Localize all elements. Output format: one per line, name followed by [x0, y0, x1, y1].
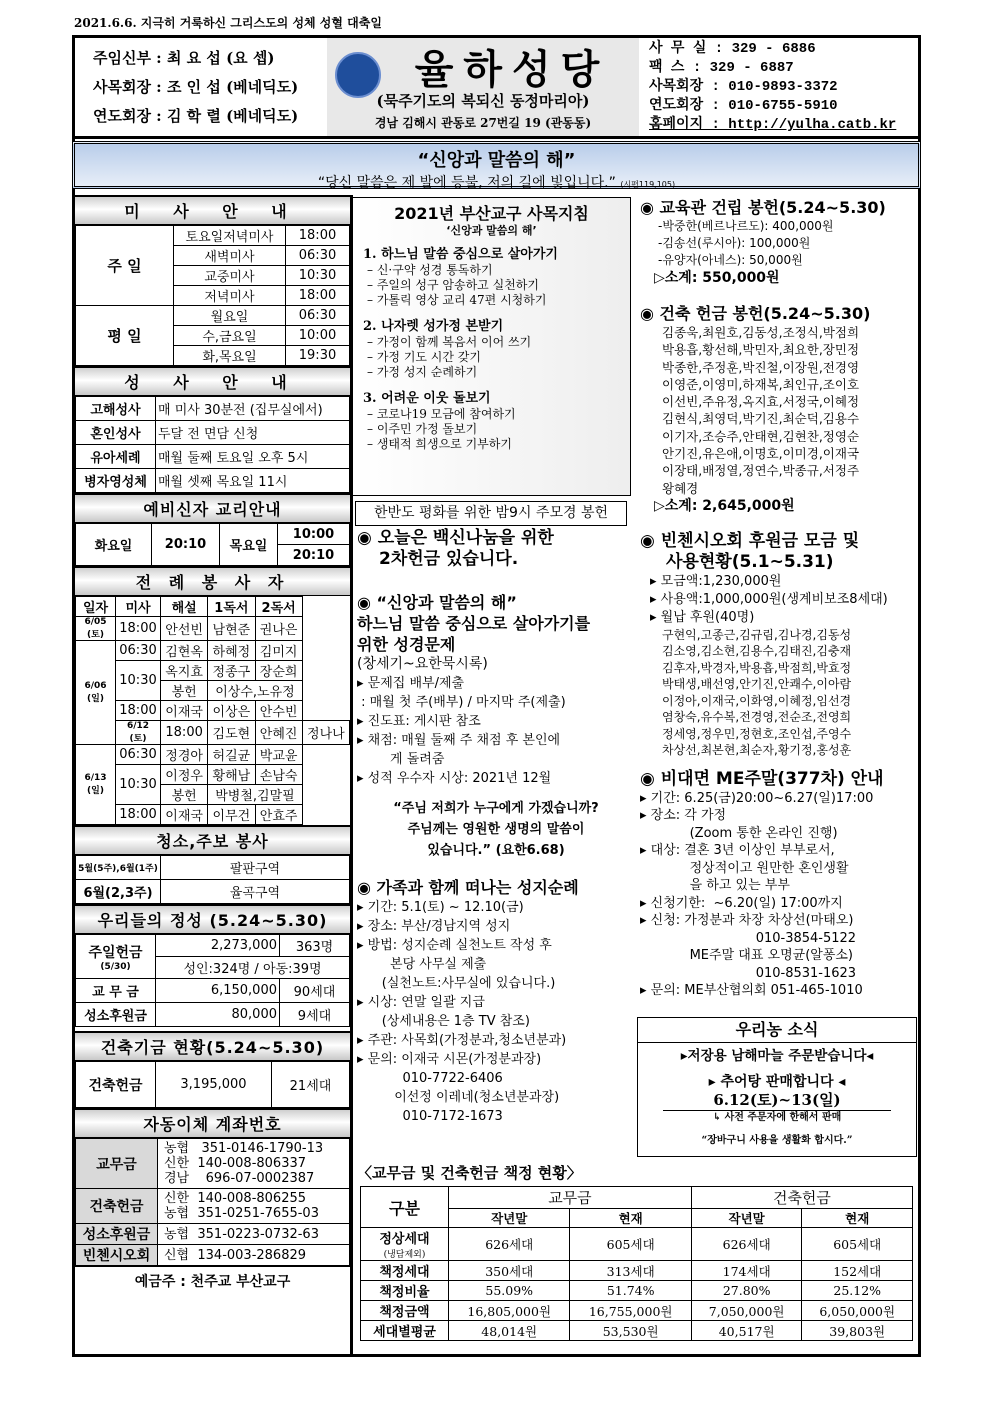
- pastoral-section-heading: 2. 나자렛 성가정 본받기: [363, 319, 504, 334]
- catechumen-day: 화요일: [76, 524, 152, 566]
- sacrament-info: 매월 셋째 목요일 11시: [156, 469, 350, 493]
- catechumen-time: 10:00: [278, 524, 350, 545]
- pastoral-subtitle: ‘신앙과 말씀의 해’: [446, 224, 537, 237]
- mass-time: 06:30: [286, 306, 350, 326]
- col-header: 1독서: [208, 597, 255, 617]
- pilgrimage-item: ▸ 시상: 연말 일괄 지급: [357, 995, 485, 1010]
- me-weekend-item: ▸ 신청기한: ~6.20(일) 17:00까지: [640, 895, 843, 911]
- table-row: [361, 1321, 913, 1341]
- table-cell: 39,803원: [802, 1321, 913, 1341]
- spacer: [363, 308, 620, 314]
- mass-time: 18:00: [286, 226, 350, 246]
- liturgy-title: 전 례 봉 사 자: [75, 566, 350, 596]
- row-label: [361, 1261, 449, 1281]
- account-number: 신한 140-008-806255: [164, 1191, 307, 1206]
- mass-time: 06:30: [286, 246, 350, 266]
- supporter-names-line: 박태생,배선영,안기진,안쾌수,이아람: [662, 677, 852, 692]
- supporter-names-line: 이정아,이재국,이화영,이혜정,임선경: [662, 693, 852, 708]
- mass-name: 토요일저녁미사: [174, 226, 286, 246]
- liturgy-mass: 10:30: [116, 765, 161, 805]
- offering-count: 90세대: [280, 979, 350, 1003]
- row-label-text: 책정비율: [379, 1285, 430, 1300]
- construction-subtotal: ▷소계: 2,645,000원: [654, 497, 795, 514]
- liturgy-offertory-label: 봉헌: [161, 785, 208, 805]
- donor-names-line: 김종욱,최원호,김동성,조정식,박점희: [662, 325, 860, 340]
- account-numbers: [158, 1139, 350, 1189]
- liturgy-server: 하혜정: [208, 641, 255, 661]
- theme-title: “신앙과 말씀의 해”: [417, 150, 576, 171]
- table-row: [361, 1261, 913, 1281]
- row-label: [361, 1281, 449, 1301]
- pilgrimage-item: (상세내용은 1층 TV 참조): [357, 1014, 530, 1029]
- table-cell: 7,050,000원: [691, 1301, 802, 1321]
- col-header: 현재: [570, 1209, 691, 1228]
- contact-fax: 팩 스 : 329 - 6887: [649, 60, 794, 76]
- building-amount: 3,195,000: [156, 1062, 272, 1108]
- pilgrimage-item: ▸ 방법: 성지순례 실천노트 작성 후: [357, 938, 552, 953]
- bible-quiz-range: (창세기~요한묵시록): [357, 656, 488, 672]
- me-weekend-item: ▸ 문의: ME부산협의회 051-465-1010: [640, 983, 863, 999]
- liturgy-offertory: 이상수,노유정: [208, 681, 303, 701]
- farm-garlic-notice: ▸저장용 남해마늘 주문받습니다◂: [680, 1048, 874, 1064]
- account-category: 빈첸시오회: [76, 1245, 158, 1266]
- offering-label: 교 무 금: [76, 979, 156, 1003]
- catechumen-time: 20:10: [152, 524, 220, 566]
- donor-names-line: 이장태,배정열,정연수,박종규,서정주: [662, 463, 860, 479]
- pastoral-item: – 주일의 성구 암송하고 실천하기: [367, 278, 539, 292]
- education-donor: -박중한(베르나르도): 400,000원: [658, 219, 834, 233]
- pastoral-item: – 코로나19 모금에 참여하기: [367, 407, 516, 421]
- pastoral-title: 2021년 부산교구 사목지침: [394, 204, 589, 223]
- table-cell: 16,755,000원: [570, 1301, 691, 1321]
- supporter-names-line: 김소영,김소현,김용수,김태진,김충재: [662, 644, 852, 659]
- education-subtotal: ▷소계: 550,000원: [654, 270, 780, 286]
- account-number: 농협 351-0146-1790-13: [164, 1141, 324, 1156]
- cleaning-week: 6월(2,3주): [76, 880, 161, 904]
- col-group-header: 교무금: [449, 1187, 692, 1209]
- table-cell: 53,530원: [570, 1321, 691, 1341]
- table-cell: 55.09%: [449, 1281, 570, 1301]
- liturgy-server: 손남숙: [255, 765, 302, 785]
- liturgy-offertory: 박병철,김말필: [208, 785, 303, 805]
- me-weekend-item: ▸ 기간: 6.25(금)20:00~6.27(일)17:00: [640, 790, 874, 806]
- me-weekend-item: (Zoom 통한 온라인 진행): [640, 825, 838, 841]
- me-weekend-item: ▸ 신청: 가정분과 차장 차상선(마태오): [640, 913, 854, 929]
- col-header: 작년말: [691, 1209, 802, 1228]
- building-label: 건축헌금: [76, 1062, 156, 1108]
- liturgy-server: 허길균: [208, 745, 255, 765]
- me-weekend-heading: ◉ 비대면 ME주말(377차) 안내: [640, 768, 884, 789]
- mass-name: 월요일: [174, 306, 286, 326]
- liturgy-server: 박교윤: [255, 745, 302, 765]
- col-header: 구분: [361, 1187, 449, 1228]
- theme-verse-ref: (시편119,105): [620, 180, 676, 189]
- offering-title: 우리들의 정성 (5.24~5.30): [75, 904, 350, 934]
- sacrament-title: 성 사 안 내: [75, 366, 350, 396]
- bible-quiz-heading: ◉ “신앙과 말씀의 해”: [357, 593, 517, 612]
- liturgy-server: 남현준: [208, 617, 255, 641]
- pilgrimage-item: (실천노트:사무실에 있습니다.): [357, 976, 556, 991]
- me-weekend-item: ME주말 대표 오명균(알퐁소): [640, 948, 854, 964]
- pastoral-guidelines-box: [352, 197, 631, 496]
- table-cell: 605세대: [802, 1228, 913, 1261]
- mass-name: 화,목요일: [174, 346, 286, 366]
- liturgy-table: [75, 596, 350, 825]
- offering-amount: 6,150,000: [156, 979, 280, 1003]
- cleaning-title: 청소,주보 봉사: [75, 825, 350, 855]
- liturgy-offertory-label: 봉헌: [161, 681, 208, 701]
- vincent-heading: 사용현황(5.1~5.31): [666, 551, 834, 572]
- liturgy-server: 안수빈: [255, 701, 302, 721]
- liturgy-server: 김미지: [255, 641, 302, 661]
- bible-quiz-item: : 매월 첫 주(배부) / 마지막 주(제출): [357, 695, 566, 710]
- account-number: 농협 351-0223-0732-63: [164, 1226, 319, 1242]
- mass-name: 저녁미사: [174, 286, 286, 306]
- me-weekend-item: ▸ 대상: 결혼 3년 이상인 부부로서,: [640, 843, 835, 859]
- donor-names-line: 이영준,이영미,하재복,최인규,조이호: [662, 376, 860, 392]
- catechumen-table: [75, 523, 350, 566]
- bible-quote: 주님께는 영원한 생명의 말씀이: [407, 822, 585, 837]
- offering-amount: 80,000: [156, 1003, 280, 1027]
- me-weekend-item: 정상적이고 원만한 혼인생활: [640, 860, 849, 876]
- building-title: 건축기금 현황(5.24~5.30): [75, 1031, 350, 1061]
- pilgrimage-heading: ◉ 가족과 함께 떠나는 성지순례: [357, 878, 579, 897]
- bible-quote-ref: (요한6.68): [495, 843, 565, 858]
- sacrament-table: [75, 396, 350, 493]
- liturgy-server: 옥지효: [161, 661, 208, 681]
- pilgrimage-item: ▸ 주관: 사목회(가정분과,청소년분과): [357, 1033, 567, 1048]
- liturgy-mass: 06:30: [116, 745, 161, 765]
- account-numbers: [158, 1189, 350, 1224]
- liturgy-server: 이무건: [208, 805, 255, 825]
- donor-names-line: 이기자,조승주,안태현,김현찬,정영순: [662, 428, 860, 444]
- mass-name: 교중미사: [174, 266, 286, 286]
- cleaning-week: 5월(5주),6월(1주): [76, 856, 161, 880]
- offering-count: 9세대: [280, 1003, 350, 1027]
- table-cell: 350세대: [449, 1261, 570, 1281]
- vincent-item: ▸ 월납 후원(40명): [650, 609, 755, 625]
- mass-weekday-label: 평 일: [76, 306, 174, 366]
- col-group-header: 건축헌금: [691, 1187, 912, 1209]
- bible-quiz-item: ▸ 채점: 매월 둘째 주 채점 후 본인에: [357, 733, 561, 748]
- donor-names-line: 왕혜경: [662, 480, 699, 496]
- theme-verse: “당신 말씀은 제 발에 등불, 저의 길에 빛입니다.”: [317, 175, 616, 191]
- church-address: 경남 김해시 관동로 27번길 19 (관동동): [374, 116, 592, 130]
- row-label-text: 세대별평균: [373, 1325, 436, 1340]
- bible-quiz-item: ▸ 성적 우수자 시상: 2021년 12월: [357, 771, 552, 786]
- account-category: 성소후원금: [76, 1224, 158, 1245]
- liturgy-mass: 18:00: [116, 617, 161, 641]
- spacer: [363, 452, 620, 458]
- sunday-offering-amount: 2,273,000: [156, 935, 280, 957]
- account-category: 건축헌금: [76, 1189, 158, 1224]
- account-number: 신한 140-008-806337: [164, 1156, 307, 1171]
- table-cell: 25.12%: [802, 1281, 913, 1301]
- staff-pastor: 주임신부 : 최 요 섭 (요 셉): [93, 49, 275, 67]
- homepage-link[interactable]: 홈페이지 : http://yulha.catb.kr: [649, 117, 897, 133]
- vincent-item: ▸ 사용액:1,000,000원(생계비보조8세대): [650, 591, 888, 607]
- pastoral-section-heading: 1. 하느님 말씀 중심으로 살아가기: [363, 247, 558, 262]
- row-label: [361, 1228, 449, 1261]
- pastoral-item: – 가정이 함께 복음서 이어 쓰기: [367, 335, 532, 349]
- col-header: 일자: [76, 597, 116, 617]
- row-label: [361, 1321, 449, 1341]
- table-cell: 626세대: [691, 1228, 802, 1261]
- spacer: [363, 380, 620, 386]
- donor-names-line: 김현식,최영덕,박기진,최순덕,김용수: [662, 411, 860, 427]
- church-name: 율하성당: [414, 47, 610, 93]
- accounts-table: [75, 1138, 350, 1266]
- table-cell: 27.80%: [691, 1281, 802, 1301]
- assessment-title: 〈교무금 및 건축헌금 책정 현황〉: [357, 1164, 582, 1182]
- account-number: 농협 351-0251-7655-03: [164, 1206, 319, 1221]
- table-row: [361, 1301, 913, 1321]
- mass-name: 새벽미사: [174, 246, 286, 266]
- me-weekend-item: 010-8531-1623: [640, 965, 857, 981]
- education-donor: -김송선(루시아): 100,000원: [658, 236, 811, 250]
- cleaning-district: 팔판구역: [161, 856, 350, 880]
- mass-title: 미 사 안 내: [75, 195, 350, 225]
- contact-list: [649, 40, 896, 135]
- farm-soup-notice: ▸ 추어탕 판매합니다 ◂: [708, 1074, 846, 1090]
- donor-names-line: 박종한,주정훈,박진철,이장원,전경영: [662, 359, 860, 375]
- table-cell: 16,805,000원: [449, 1301, 570, 1321]
- offering-label: 성소후원금: [76, 1003, 156, 1027]
- col-header: 현재: [802, 1209, 913, 1228]
- pilgrimage-item: 010-7722-6406: [357, 1071, 503, 1086]
- supporter-names-line: 정세영,정우민,정현호,조인섭,주영수: [662, 726, 852, 741]
- liturgy-server: 정종구: [208, 661, 255, 681]
- staff-prayer-president: 연도회장 : 김 학 렬 (베네딕도): [93, 107, 299, 125]
- catechumen-title: 예비신자 교리안내: [75, 493, 350, 523]
- pastoral-item: – 이주민 가정 돌보기: [367, 422, 478, 436]
- sacrament-name: 고해성사: [76, 397, 156, 421]
- account-category: 교무금: [76, 1139, 158, 1189]
- church-title-block: [327, 38, 639, 136]
- table-cell: 174세대: [691, 1261, 802, 1281]
- liturgy-mass: 18:00: [116, 805, 161, 825]
- table-cell: 626세대: [449, 1228, 570, 1261]
- me-weekend-item: 을 하고 있는 부부: [640, 878, 790, 894]
- education-donor: -유양자(아네스): 50,000원: [658, 253, 803, 267]
- building-count: 21세대: [272, 1062, 350, 1108]
- liturgy-server: 장순희: [255, 661, 302, 681]
- assessment-section: [357, 1162, 917, 1341]
- liturgy-server: 정경아: [161, 745, 208, 765]
- pilgrimage-item: ▸ 문의: 이재국 시몬(가정분과장): [357, 1052, 542, 1067]
- vaccine-notice: 2차헌금 있습니다.: [379, 549, 519, 569]
- cleaning-table: [75, 855, 350, 904]
- bible-quiz-heading: 하느님 말씀 중심으로 살아가기를: [357, 614, 591, 633]
- liturgy-server: 안혜진: [255, 721, 302, 745]
- sunday-offering-label: 주일헌금: [88, 944, 143, 961]
- contact-office: 사 무 실 : 329 - 6886: [649, 41, 816, 57]
- pastoral-item: – 가정 성지 순례하기: [367, 365, 478, 379]
- liturgy-server: 권나은: [255, 617, 302, 641]
- pastoral-section-heading: 3. 어려운 이웃 돌보기: [363, 391, 491, 406]
- table-cell: 6,050,000원: [802, 1301, 913, 1321]
- liturgy-server: 이정우: [161, 765, 208, 785]
- staff-list: [93, 44, 298, 131]
- liturgy-server: 안효주: [255, 805, 302, 825]
- farm-slogan: “장바구니 사용을 생활화 합시다.”: [701, 1135, 853, 1146]
- row-label: [361, 1301, 449, 1321]
- liturgy-date: 6/05 (토): [76, 617, 116, 641]
- pastoral-item: – 신·구약 성경 통독하기: [367, 263, 493, 277]
- contact-prayer: 연도회장 : 010-6755-5910: [649, 98, 838, 114]
- sacrament-info: 매 미사 30분전 (집무실에서): [156, 397, 350, 421]
- liturgy-server: 이상은: [208, 701, 255, 721]
- sacrament-name: 유아세례: [76, 445, 156, 469]
- mass-time: 10:30: [286, 266, 350, 286]
- vincent-item: ▸ 모금액:1,230,000원: [650, 573, 782, 589]
- account-holder: 예금주 : 천주교 부산교구: [75, 1266, 350, 1296]
- table-row: [361, 1281, 913, 1301]
- table-cell: 51.74%: [570, 1281, 691, 1301]
- me-weekend-item: 010-3854-5122: [640, 930, 857, 946]
- liturgy-server: 김도현: [208, 721, 255, 745]
- construction-donation-heading: ◉ 건축 헌금 봉헌(5.24~5.30): [640, 304, 871, 323]
- mass-name: 수,금요일: [174, 326, 286, 346]
- church-patron: (묵주기도의 복되신 동정마리아): [376, 92, 590, 110]
- donor-names-line: 안기진,유은애,이명호,이미경,이재국: [662, 446, 860, 462]
- bible-quote: 있습니다.”: [427, 843, 492, 858]
- table-row: [361, 1228, 913, 1261]
- farm-soup-dates: 6.12(토)~13(일): [663, 1091, 891, 1111]
- row-label-note: (냉담제외): [383, 1250, 426, 1260]
- building-table: [75, 1061, 350, 1108]
- col-header: 미사: [116, 597, 161, 617]
- bulletin-date-line: 2021.6.6. 지극히 거룩하신 그리스도의 성체 성혈 대축일: [74, 16, 382, 30]
- me-weekend-item: ▸ 장소: 각 가정: [640, 808, 727, 824]
- vaccine-notice: ◉ 오늘은 백신나눔을 위한: [357, 528, 554, 548]
- accounts-title: 자동이체 계좌번호: [75, 1108, 350, 1138]
- offering-table: [75, 934, 350, 1027]
- catechumen-day: 목요일: [220, 524, 278, 566]
- liturgy-date: 6/13 (일): [76, 745, 116, 825]
- table-cell: 313세대: [570, 1261, 691, 1281]
- pastoral-item: – 가정 기도 시간 갖기: [367, 350, 481, 364]
- sunday-offering-detail: 성인:324명 / 아동:39명: [156, 957, 350, 979]
- pilgrimage-item: 이선정 이레네(청소년분과장): [357, 1090, 560, 1105]
- mass-time: 19:30: [286, 346, 350, 366]
- mass-time: 10:00: [286, 326, 350, 346]
- col-header: 작년말: [449, 1209, 570, 1228]
- pilgrimage-item: ▸ 기간: 5.1(토) ~ 12.10(금): [357, 900, 524, 915]
- sacrament-name: 혼인성사: [76, 421, 156, 445]
- left-column: [72, 195, 353, 1357]
- pastoral-item: – 가톨릭 영상 교리 47편 시청하기: [367, 293, 547, 307]
- notices-right: [640, 197, 918, 1157]
- farm-preorder-note: ↳ 사전 주문자에 한해서 판매: [712, 1112, 842, 1123]
- farm-news-title: 우리농 소식: [638, 1018, 916, 1043]
- bible-quiz-item: ▸ 문제집 배부/제출: [357, 676, 465, 691]
- table-cell: 152세대: [802, 1261, 913, 1281]
- liturgy-server: 정나나: [302, 721, 349, 745]
- mass-time: 18:00: [286, 286, 350, 306]
- mass-table: [75, 225, 350, 366]
- liturgy-mass: 18:00: [161, 721, 208, 745]
- liturgy-date: 6/06 (일): [76, 641, 116, 745]
- liturgy-mass: 06:30: [116, 641, 161, 661]
- bible-quiz-item: 게 돌려줌: [357, 752, 445, 767]
- donor-names-line: 이선빈,주유정,옥지효,서정국,이혜정: [662, 394, 860, 410]
- supporter-names-line: 구현익,고종근,김규림,김나경,김동성: [662, 627, 852, 642]
- account-number: 경남 696-07-0002387: [164, 1171, 315, 1186]
- supporter-names-line: 염창숙,유수복,전경영,전순조,전영희: [662, 710, 852, 725]
- assessment-table: [360, 1186, 913, 1341]
- pilgrimage-item: 010-7172-1673: [357, 1109, 503, 1124]
- theme-banner: [72, 141, 921, 189]
- notices-middle: [357, 528, 635, 1126]
- account-numbers: [158, 1224, 350, 1245]
- account-numbers: [158, 1245, 350, 1266]
- col-header: 2독서: [255, 597, 302, 617]
- liturgy-server: 이재국: [161, 701, 208, 721]
- peace-prayer-notice: 한반도 평화를 위한 밤9시 주모경 봉헌: [355, 501, 627, 526]
- supporter-names-line: 차상선,최본현,최순자,황기정,홍성훈: [662, 743, 852, 758]
- donor-names-line: 박용흡,황선해,박민자,최요한,장민정: [662, 342, 860, 358]
- liturgy-mass: 10:30: [116, 661, 161, 701]
- liturgy-server: 김현옥: [161, 641, 208, 661]
- liturgy-server: 이재국: [161, 805, 208, 825]
- cleaning-district: 율곡구역: [161, 880, 350, 904]
- pilgrimage-item: ▸ 장소: 부산/경남지역 성지: [357, 919, 511, 934]
- education-donation-heading: ◉ 교육관 건립 봉헌(5.24~5.30): [640, 198, 886, 217]
- supporter-names-line: 김후자,박경자,박용흡,박점희,박효정: [662, 660, 852, 675]
- pilgrimage-item: 본당 사무실 제출: [357, 957, 487, 972]
- sunday-offering-count: 363명: [280, 935, 350, 957]
- mass-sunday-label: 주 일: [76, 226, 174, 306]
- sacrament-info: 두달 전 면담 신청: [156, 421, 350, 445]
- bible-quiz-heading: 위한 성경문제: [357, 635, 456, 654]
- liturgy-server: 황해남: [208, 765, 255, 785]
- liturgy-date: 6/12 (토): [116, 721, 161, 745]
- bible-quote: “주님 저희가 누구에게 가겠습니까?: [393, 801, 599, 816]
- sunday-offering-date: (5/30): [100, 961, 131, 972]
- col-header: 해설: [161, 597, 208, 617]
- liturgy-mass: 18:00: [116, 701, 161, 721]
- pastoral-item: – 생태적 희생으로 기부하기: [367, 437, 512, 451]
- table-cell: 48,014원: [449, 1321, 570, 1341]
- vincent-heading: ◉ 빈첸시오회 후원금 모금 및: [640, 530, 860, 551]
- liturgy-server: 안선빈: [161, 617, 208, 641]
- farm-news-box: [637, 1017, 917, 1157]
- table-cell: 40,517원: [691, 1321, 802, 1341]
- row-label-text: 책정세대: [379, 1265, 430, 1280]
- sacrament-name: 병자영성체: [76, 469, 156, 493]
- row-label-text: 책정금액: [379, 1305, 430, 1320]
- staff-council-president: 사목회장 : 조 인 섭 (베네딕도): [93, 78, 299, 96]
- contact-council: 사목회장 : 010-9893-3372: [649, 79, 838, 95]
- table-cell: 605세대: [570, 1228, 691, 1261]
- catechumen-time: 20:10: [278, 545, 350, 566]
- row-label-text: 정상세대: [379, 1232, 430, 1247]
- header: [72, 35, 921, 139]
- sacrament-info: 매월 둘째 토요일 오후 5시: [156, 445, 350, 469]
- account-number: 신협 134-003-286829: [164, 1247, 307, 1263]
- bible-quiz-item: ▸ 진도표: 게시판 참조: [357, 714, 481, 729]
